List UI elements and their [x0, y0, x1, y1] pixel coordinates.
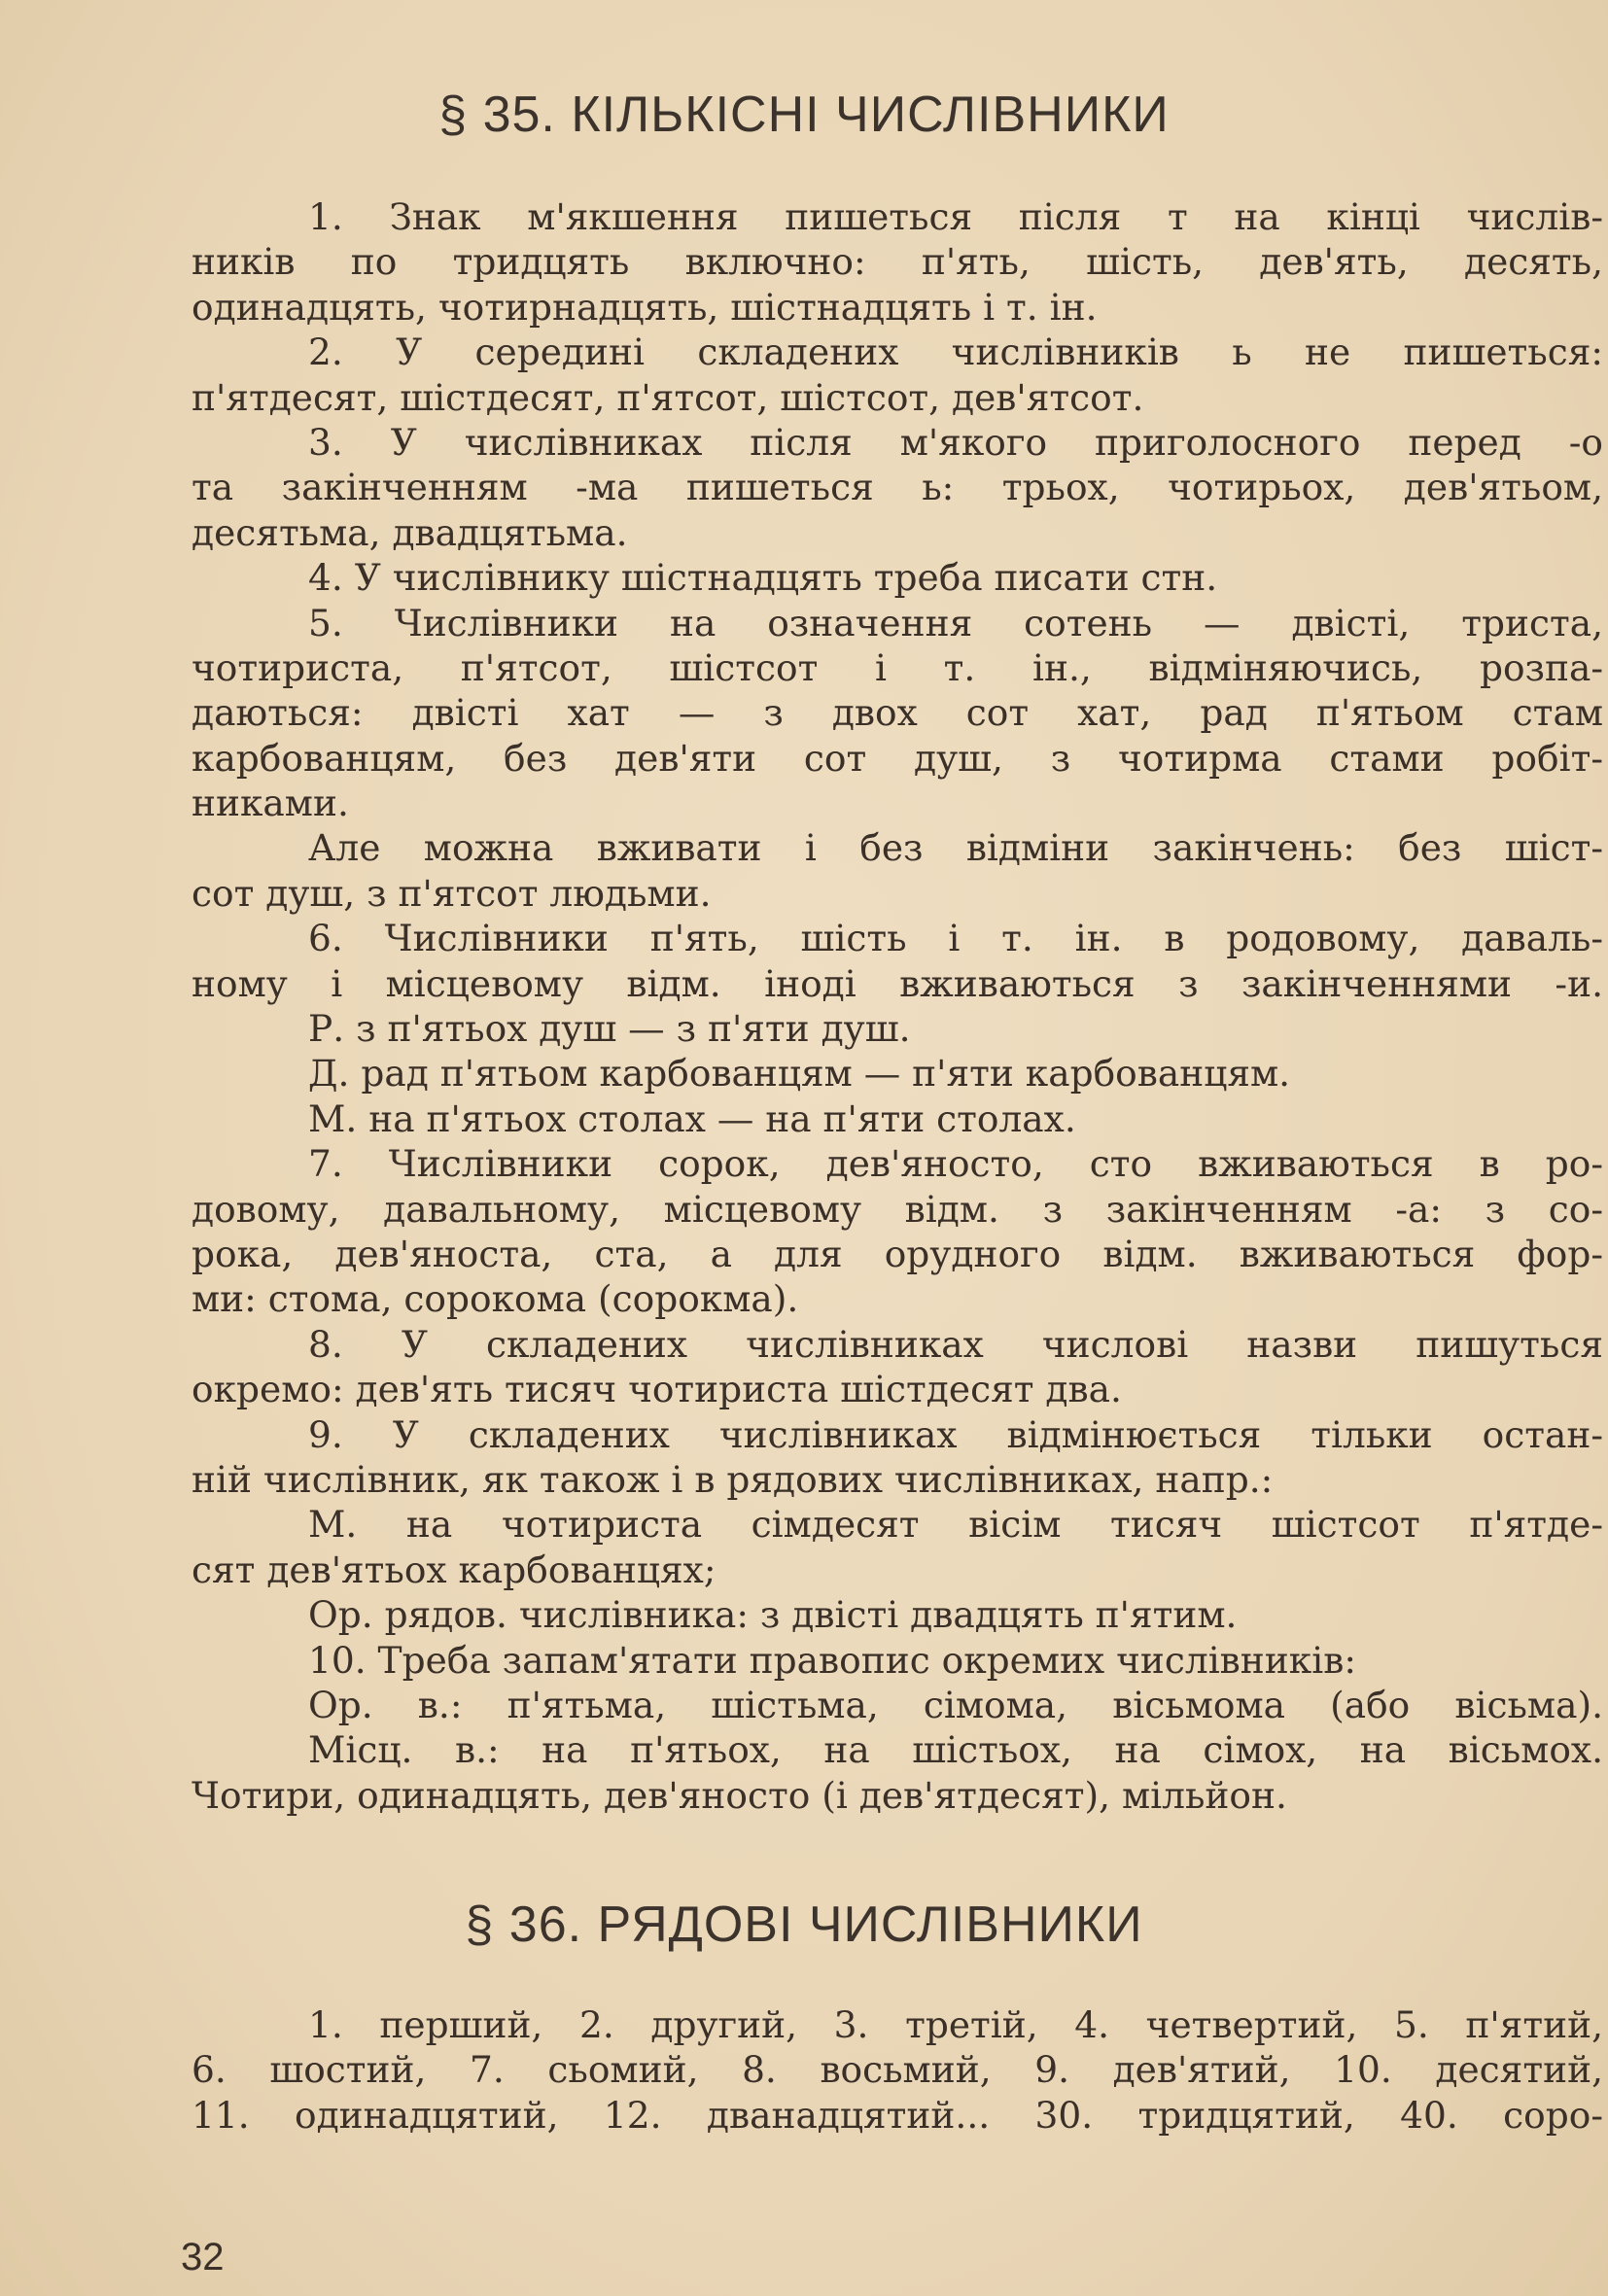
text-line: сят дев'ятьох карбованцях;	[192, 1548, 717, 1591]
text-line: десятьма, двадцятьма.	[192, 510, 628, 554]
text-line: чотириста, п'ятсот, шістсот і т. ін., відміняючись, розпа-	[192, 645, 1603, 689]
text-line: 10. Треба запам'ятати правопис окремих числівників:	[308, 1638, 1356, 1682]
text-line: Д. рад п'ятьом карбованцям — п'яти карбованцям.	[308, 1052, 1291, 1096]
text-line: 3. У числівниках після м'якого приголосного перед -о	[308, 420, 1603, 464]
text-line: 8. У складених числівниках числові назви пишуться	[308, 1322, 1603, 1366]
text-line: Ор. в.: п'ятьма, шістьма, сімома, вісьмома (або вісьма).	[308, 1683, 1603, 1726]
text-line: Місц. в.: на п'ятьох, на шістьох, на сімох, на вісьмох.	[308, 1728, 1603, 1772]
text-line: Чотири, одинадцять, дев'яносто (і дев'ятдесят), мільйон.	[192, 1773, 1287, 1817]
text-line: сот душ, з п'ятсот людьми.	[192, 871, 712, 915]
text-line: 6. Числівники п'ять, шість і т. ін. в родовому, даваль-	[308, 917, 1603, 960]
text-line: 7. Числівники сорок, дев'яносто, сто вживаються в ро-	[308, 1142, 1603, 1186]
text-line: 11. одинадцятий, 12. дванадцятий... 30. тридцятий, 40. соро-	[192, 2093, 1603, 2137]
text-line: одинадцять, чотирнадцять, шістнадцять і т. ін.	[192, 285, 1098, 329]
text-line: 1. перший, 2. другий, 3. третій, 4. четвертий, 5. п'ятий,	[308, 2003, 1603, 2046]
page-number: 32	[181, 2236, 225, 2279]
text-line: никами.	[192, 782, 349, 825]
text-line: окремо: дев'ять тисяч чотириста шістдесят два.	[192, 1368, 1122, 1411]
text-line: Р. з п'ятьох душ — з п'яти душ.	[308, 1007, 911, 1051]
text-line: 2. У середині складених числівників ь не пишеться:	[308, 330, 1603, 374]
text-line: ників по тридцять включно: п'ять, шість, дев'ять, десять,	[192, 240, 1603, 284]
text-line: 4. У числівнику шістнадцять треба писати стн.	[308, 556, 1218, 600]
text-line: ми: стома, сорокома (сорокма).	[192, 1277, 799, 1321]
section-35-heading: § 35. КІЛЬКІСНІ ЧИСЛІВНИКИ	[438, 87, 1170, 143]
text-line: 1. Знак м'якшення пишеться після т на кінці числів-	[308, 195, 1603, 238]
section-36-text	[192, 2002, 1603, 2138]
text-line: та закінченням -ма пишеться ь: трьох, чотирьох, дев'ятьом,	[192, 466, 1603, 509]
text-line: карбованцям, без дев'яти сот душ, з чотирма стами робіт-	[192, 736, 1603, 780]
text-line: М. на чотириста сімдесят вісім тисяч шістсот п'ятде-	[308, 1503, 1603, 1547]
text-line: п'ятдесят, шістдесят, п'ятсот, шістсот, дев'ятсот.	[192, 375, 1144, 419]
text-line: 6. шостий, 7. сьомий, 8. восьмий, 9. дев'ятий, 10. десятий,	[192, 2048, 1603, 2092]
text-line: Але можна вживати і без відміни закінчень: без шіст-	[308, 826, 1603, 870]
text-line: довому, давальному, місцевому відм. з закінченням -а: з со-	[192, 1187, 1603, 1231]
section-35-text	[192, 194, 1603, 1818]
text-line: М. на п'ятьох столах — на п'яти столах.	[308, 1096, 1076, 1140]
text-line: 9. У складених числівниках відмінюється тільки остан-	[308, 1412, 1603, 1456]
text-line: ній числівник, як також і в рядових числівниках, напр.:	[192, 1457, 1274, 1501]
text-line: даються: двісті хат — з двох сот хат, рад п'ятьом стам	[192, 691, 1603, 735]
section-36-heading: § 36. РЯДОВІ ЧИСЛІВНИКИ	[465, 1896, 1143, 1953]
text-line: Ор. рядов. числівника: з двісті двадцять п'ятим.	[308, 1593, 1238, 1637]
text-line: 5. Числівники на означення сотень — двісті, триста,	[308, 601, 1603, 644]
text-line: рока, дев'яноста, ста, а для орудного відм. вживаються фор-	[192, 1232, 1603, 1275]
text-line: ному і місцевому відм. іноді вживаються з закінченнями -и.	[192, 961, 1603, 1005]
